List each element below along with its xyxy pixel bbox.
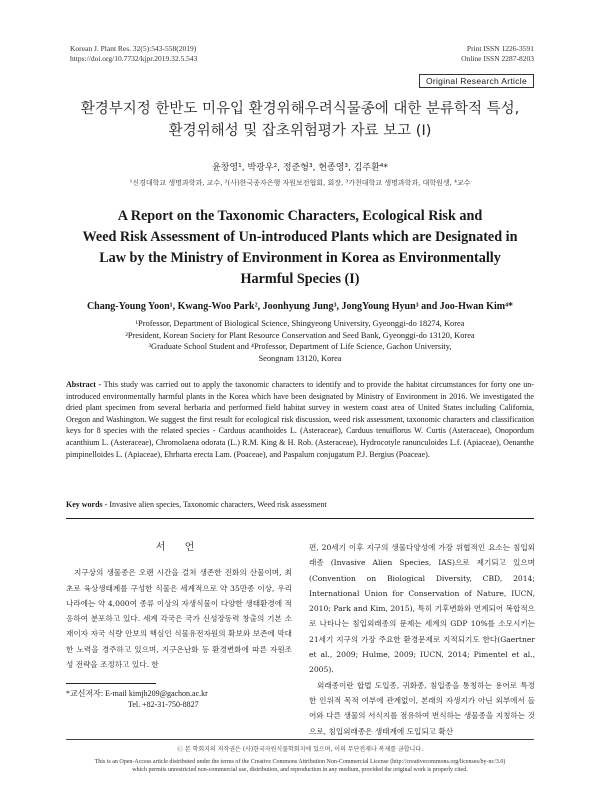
intro-paragraph-2: 외래종이란 합법 도입종, 귀화종, 침입종을 통칭하는 용어로 특정한 인위적 목적 여부에 관계없이, 본래의 자생지가 아닌 외부에서 들어와 다른 생물의 서식지를 점유하여 번식하는 생물종을 지칭하는 것으로, 침입외래종은 생태계에 도입되고 확산 bbox=[309, 680, 535, 736]
body-column-left bbox=[66, 540, 292, 672]
journal-header-right bbox=[461, 44, 534, 64]
online-issn: Online ISSN 2287-8203 bbox=[461, 54, 534, 63]
korean-title-line2: 환경위해성 및 잡초위험평가 자료 보고 (I) bbox=[168, 123, 432, 139]
journal-citation: Korean J. Plant Res. 32(5):543-558(2019) bbox=[70, 44, 197, 53]
korean-title bbox=[40, 98, 560, 142]
doi-link[interactable]: https://doi.org/10.7732/kjpr.2019.32.5.543 bbox=[70, 54, 198, 63]
english-title-line3: Law by the Ministry of Environment in Korea as Environmentally bbox=[99, 250, 501, 266]
corresponding-email[interactable]: *교신저자: E-mail kimjh209@gachon.ac.kr bbox=[66, 689, 208, 698]
keywords-text: - Invasive alien species, Taxonomic characters, Weed risk assessment bbox=[102, 500, 327, 509]
korean-title-line1: 환경부지정 한반도 미유입 환경위해우려식물종에 대한 분류학적 특성, bbox=[80, 101, 520, 117]
license-notice bbox=[66, 758, 534, 774]
korean-affiliations: ¹신경대학교 생명과학과, 교수, ²(사)한국종자은행 자원보전협회, 회장, ³가천대학교 생명과학과, 대학원생, ⁴교수 bbox=[129, 179, 471, 187]
english-title-line4: Harmful Species (I) bbox=[240, 271, 360, 287]
journal-header-left bbox=[70, 44, 197, 64]
keywords-divider bbox=[66, 518, 534, 519]
english-title-line2: Weed Risk Assessment of Un-introduced Plants which are Designated in bbox=[82, 229, 518, 245]
footnote-divider bbox=[66, 683, 156, 684]
intro-paragraph-1: 지구상의 생물종은 오랜 시간을 걸쳐 생존한 진화의 산물이며, 최초로 육상생태계를 구성한 식물은 세계적으로 약 35만종 이상, 우리나라에는 약 4,000여 종류 이상의 자생식물이 다양한 생태환경에 적응하여 분포하고 있다. 세계 각국은 국가 신성장동력 창출의 기본 소재이자 자국 식량 안보의 핵심인 식물유전자원의 확보와 보존에 막대한 노력을 경주하고 있으며, 지구온난화 등 환경변화에 따른 자원조성 전략을 조정하고 있다. 한 bbox=[66, 568, 292, 670]
intro-paragraph-1-continued: 편, 20세기 이후 지구의 생물다양성에 가장 위협적인 요소는 침입외래종 (Invasive Alien Species, IAS)으로 제기되고 있으며 (Convention on Biological Diversity, CBD, 2014; International Union for Conservation of Nature, IUCN, 2010; Park and Kim, 2015), 특히 기후변화와 연계되어 복합적으로 나타나는 침입외래종의 문제는 세계의 GDP 10%를 소모시키는 21세기 지구의 가장 주요한 환경문제로 지적되기도 한다(Gaertner et al., 2009; Hulme, 2009; IUCN, 2014; Pimentel et al., 2005). bbox=[309, 543, 535, 675]
affiliation-2: ²President, Korean Society for Plant Resource Conservation and Seed Bank, Gyeonggi-do 13120, Korea bbox=[125, 330, 475, 340]
abstract-text: - This study was carried out to apply the taxonomic characters to identify and to provide the habitat circumstances for forty one un-introduced environmentally harmful plants in the Korea which have been designated by Ministry of Environment in 2016. We investigated the dried plant specimen from several herbaria and performed field habitat survey in western coast area of United States including California, Oregon and Washington. We suggest the first result for ecological risk discussion, weed risk assessment, taxonomic characters and classification keys for 8 species with the related species - Carduus acanthoides L. (Asteraceae), Carduus tenuiflorus W. Curtis (Asteraceae), Onopordum acanthium L. (Asteraceae), Chromolaena odorata (L.) R.M. King & H. Rob. (Asteraceae), Hydrocotyle ranunculoides L.f. (Apiaceae), Oenanthe pimpinelloides L. (Apiaceae), Ehrharta erecta Lam. (Poaceae), and Paspalum conjugatum P.J. Bergius (Poaceae). bbox=[66, 380, 534, 459]
abstract bbox=[66, 379, 534, 460]
intro-heading: 서 언 bbox=[155, 542, 203, 553]
affiliation-4: Seongnam 13120, Korea bbox=[258, 353, 342, 363]
keywords bbox=[66, 500, 534, 509]
english-affiliations bbox=[0, 318, 600, 364]
affiliation-1: ¹Professor, Department of Biological Science, Shingyeong University, Gyeonggi-do 18274, Korea bbox=[135, 319, 465, 328]
copyright-notice: Ⓒ 본 학회지의 저작권은 (사)한국자원식물학회지에 있으며, 이의 무단전재나 복제를 금합니다. bbox=[176, 746, 424, 753]
english-title bbox=[60, 206, 540, 290]
english-title-line1: A Report on the Taxonomic Characters, Ecological Risk and bbox=[117, 208, 483, 224]
bottom-divider bbox=[66, 739, 534, 740]
license-line2: which permits unrestricted non-commercial use, distribution, and reproduction in any medium, provided the original work is properly cited. bbox=[132, 767, 468, 773]
corresponding-author-footnote bbox=[66, 688, 292, 710]
corresponding-phone: Tel. +82-31-750-8827 bbox=[128, 700, 199, 709]
keywords-label: Key words bbox=[66, 500, 103, 509]
english-authors: Chang-Young Yoon¹, Kwang-Woo Park², Joonhyung Jung³, JongYoung Hyun³ and Joo-Hwan Kim⁴* bbox=[86, 301, 514, 312]
korean-authors: 윤창영¹, 박광우², 정준형³, 현종영³, 김주환⁴* bbox=[212, 163, 388, 173]
abstract-label: Abstract bbox=[66, 380, 96, 389]
article-type-badge: Original Research Article bbox=[419, 74, 534, 88]
print-issn: Print ISSN 1226-3591 bbox=[466, 44, 534, 53]
license-line1: This is an Open-Access article distributed under the terms of the Creative Commons Attribution Non-Commercial License (http://creativecommons.org/licenses/by-nc/3.0) bbox=[94, 759, 506, 765]
affiliation-3: ³Graduate School Student and ⁴Professor, Department of Life Science, Gachon University, bbox=[148, 342, 452, 351]
body-column-right bbox=[309, 540, 535, 739]
